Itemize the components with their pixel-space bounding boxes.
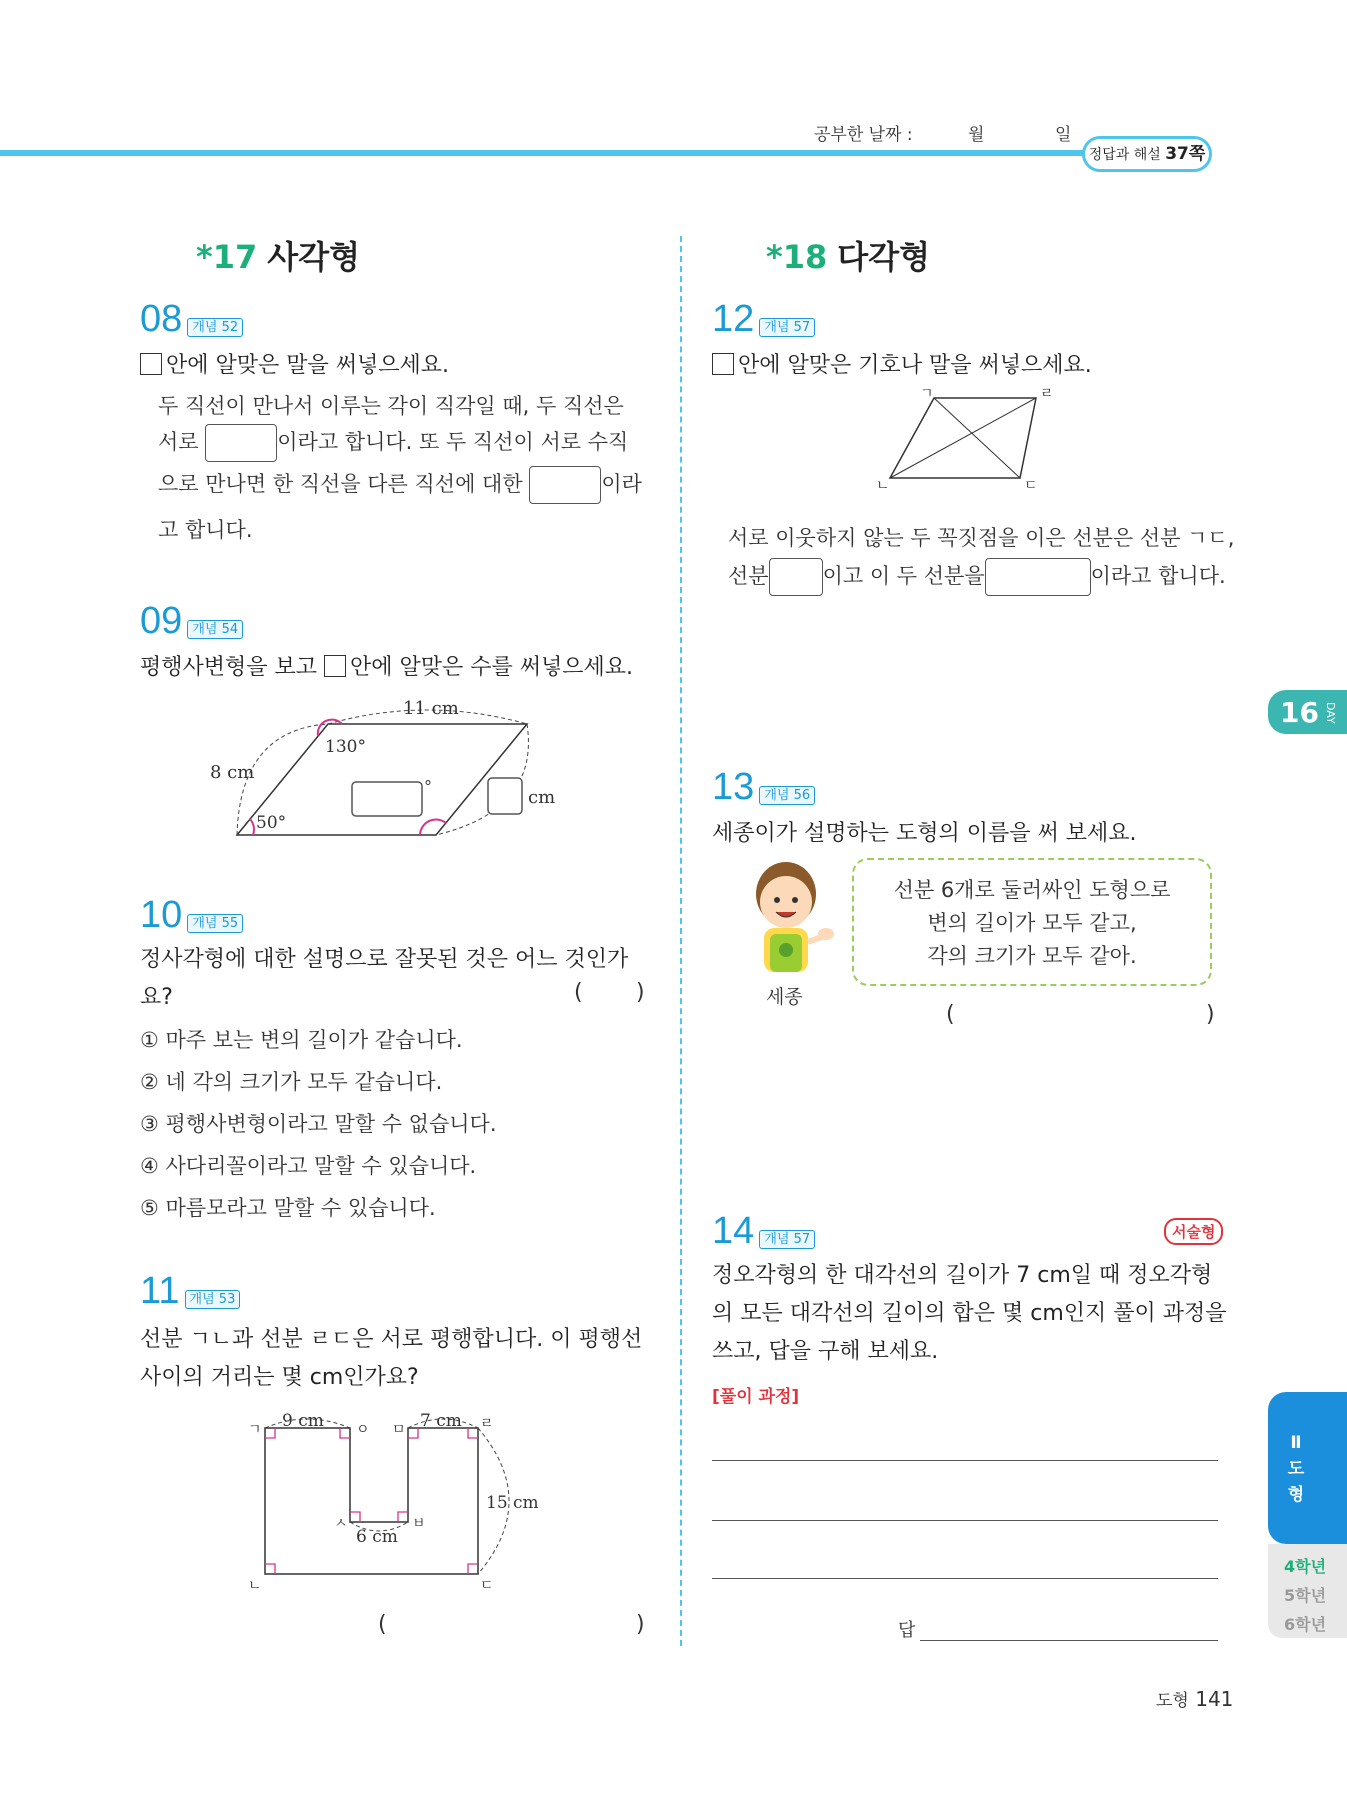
star-icon: * [766,238,783,276]
paren-open: ( [946,1002,955,1027]
q08-line2a: 서로 [158,430,199,454]
page-number: 141 [1195,1687,1234,1711]
answer-box[interactable] [529,466,601,504]
point-d: ㄷ [1024,478,1038,494]
point-g: ㄱ [248,1422,262,1438]
right-angle-marks [265,1428,478,1574]
footer [1156,1686,1233,1711]
q08-line2b: 이라고 합니다. 또 두 직선이 서로 수직 [277,430,629,454]
point-n: ㄴ [248,1578,262,1594]
question-number: 09 [140,600,183,642]
label-9cm: 9 cm [282,1411,324,1431]
question-08-prompt [140,348,449,379]
point-o: ㅇ [356,1422,370,1438]
paren-close: ) [1206,1002,1215,1027]
parallelogram-figure [210,690,580,850]
face [760,876,812,928]
point-b: ㅂ [412,1516,426,1532]
answer-reference [1082,136,1212,172]
concept-tag: 개념 55 [187,914,243,933]
option-item[interactable]: ① 마주 보는 변의 길이가 같습니다. [140,1028,463,1052]
question-number: 10 [140,894,183,936]
question-number: 08 [140,298,183,340]
paren-open: ( [378,1612,387,1637]
label-left: 8 cm [210,762,255,783]
q10-prompt-line2: 요? [140,985,173,1010]
bubble-line1: 선분 6개로 둘러싸인 도형으로 [893,878,1171,902]
speech-bubble [852,858,1212,986]
answer-ref-prefix: 정답과 해설 [1088,147,1161,163]
option-item[interactable]: ④ 사다리꼴이라고 말할 수 있습니다. [140,1154,477,1178]
u-shape [265,1428,478,1574]
label-angle-bottom: 50° [256,813,287,833]
q08-line3 [158,466,642,504]
point-r: ㄹ [480,1416,494,1432]
q12-line2a: 선분 [728,564,769,588]
blank-square-icon [712,353,734,375]
paren-open: ( [574,980,583,1005]
section-number: 17 [212,238,258,276]
solution-line-1[interactable] [712,1460,1218,1461]
day-number: 16 [1280,696,1319,729]
prompt-text: 안에 알맞은 수를 써넣으세요. [350,655,634,680]
section-title-left [196,232,360,278]
unit-cm: cm [528,787,556,808]
q11-prompt-line1: 선분 ㄱㄴ과 선분 ㄹㄷ은 서로 평행합니다. 이 평행선 [140,1327,643,1352]
star-icon: * [196,238,213,276]
column-divider [680,236,682,1646]
answer-box-length[interactable] [488,778,522,814]
solution-label: [풀이 과정] [712,1387,800,1407]
point-g: ㄱ [920,386,934,402]
boy-character-illustration [740,858,840,980]
q11-prompt-line2: 사이의 거리는 몇 cm인가요? [140,1365,419,1390]
grade-tabs [1268,1544,1347,1638]
header-rule [0,150,1130,156]
concept-tag: 개념 53 [185,1290,241,1309]
prompt-text: 안에 알맞은 말을 써넣으세요. [166,353,449,378]
paren-close: ) [636,980,645,1005]
prompt-text: 평행사변형을 보고 [140,655,318,680]
q13-prompt: 세종이가 설명하는 도형의 이름을 써 보세요. [712,821,1137,846]
angle-130-arc [318,720,342,736]
label-7cm: 7 cm [420,1411,462,1431]
bubble-line2: 변의 길이가 모두 같고, [927,911,1137,935]
chapter-char-1: 도 [1287,1459,1305,1479]
footer-chapter: 도형 [1156,1691,1189,1711]
q10-prompt-line1: 정사각형에 대한 설명으로 잘못된 것은 어느 것인가 [140,947,629,972]
blank-square-icon [140,353,162,375]
label-top: 11 cm [403,698,459,719]
solution-line-2[interactable] [712,1520,1218,1521]
q08-line1: 두 직선이 만나서 이루는 각이 직각일 때, 두 직선은 [158,394,624,418]
question-number: 11 [140,1270,180,1312]
answer-line[interactable] [920,1640,1218,1641]
degree-sign: ° [424,777,432,796]
section-name: 다각형 [837,238,931,276]
q12-line2b: 이고 이 두 선분을 [822,564,985,588]
point-m: ㅁ [392,1422,406,1438]
chapter-tab [1268,1392,1347,1544]
concept-tag: 개념 52 [187,318,243,337]
answer-box[interactable] [985,558,1091,596]
paren-close: ) [636,1612,645,1637]
day-label: DAY [1324,702,1337,724]
question-number: 12 [712,298,755,340]
point-n: ㄴ [876,478,890,494]
question-14-header [712,1210,815,1253]
question-number: 14 [712,1210,755,1252]
q14-line2: 의 모든 대각선의 길이의 합은 몇 cm인지 풀이 과정을 [712,1301,1227,1326]
answer-box[interactable] [769,558,823,596]
grade-6[interactable]: 6학년 [1284,1615,1327,1634]
chapter-roman: Ⅱ [1290,1433,1302,1453]
answer-box-angle[interactable] [352,782,422,816]
concept-tag: 개념 54 [187,620,243,639]
q14-line3: 쓰고, 답을 구해 보세요. [712,1339,939,1364]
solution-line-3[interactable] [712,1578,1218,1579]
point-s: ㅅ [334,1516,348,1532]
section-name: 사각형 [267,238,361,276]
point-r: ㄹ [1040,386,1054,402]
point-d: ㄷ [480,1578,494,1594]
prompt-text: 안에 알맞은 기호나 말을 써넣으세요. [738,353,1092,378]
q12-line2 [728,558,1226,596]
question-09-prompt [140,650,633,681]
question-11-header [140,1270,240,1313]
option-item[interactable]: ⑤ 마름모라고 말할 수 있습니다. [140,1196,436,1220]
concept-tag: 개념 57 [759,318,815,337]
q08-line3a: 으로 만나면 한 직선을 다른 직선에 대한 [158,472,523,496]
character-name: 세종 [766,986,803,1008]
question-09-header [140,600,243,643]
day-tab [1268,690,1347,734]
diagonal-1 [934,398,1020,478]
u-shape-figure [240,1404,560,1594]
q12-line1: 서로 이웃하지 않는 두 꼭짓점을 이은 선분은 선분 ㄱㄷ, [728,526,1235,550]
option-item[interactable]: ② 네 각의 크기가 모두 같습니다. [140,1070,443,1094]
label-angle-top: 130° [325,737,366,757]
question-10-header [140,894,243,937]
essay-badge: 서술형 [1164,1218,1223,1245]
grade-4[interactable]: 4학년 [1284,1557,1327,1576]
chapter-char-2: 형 [1287,1485,1305,1505]
day-label: 일 [1055,125,1072,145]
quadrilateral-figure [870,386,1070,492]
option-item[interactable]: ③ 평행사변형이라고 말할 수 없습니다. [140,1112,497,1136]
q14-line1: 정오각형의 한 대각선의 길이가 7 cm일 때 정오각형 [712,1263,1213,1288]
study-date-label: 공부한 날짜 : [814,125,913,145]
label-6cm: 6 cm [356,1527,398,1547]
label-15cm: 15 cm [486,1493,539,1513]
blank-square-icon [324,655,346,677]
angle-50-arc [250,819,254,835]
question-08-header [140,298,243,341]
question-12-prompt [712,348,1092,379]
grade-5[interactable]: 5학년 [1284,1586,1327,1605]
concept-tag: 개념 57 [759,1230,815,1249]
answer-box[interactable] [205,424,277,462]
bubble-line3: 각의 크기가 모두 같아. [927,944,1137,968]
section-number: 18 [782,238,828,276]
q08-line2 [158,424,628,462]
question-12-header [712,298,815,341]
answer-label: 답 [898,1620,916,1641]
q08-line3b: 이라 [601,472,642,496]
section-title-right [766,232,930,278]
concept-tag: 개념 56 [759,786,815,805]
month-label: 월 [968,125,985,145]
question-13-header [712,766,815,809]
q12-line2c: 이라고 합니다. [1090,564,1226,588]
q08-line4: 고 합니다. [158,518,253,542]
question-number: 13 [712,766,755,808]
q10-options [140,1024,497,1234]
answer-ref-page: 37쪽 [1165,144,1206,164]
